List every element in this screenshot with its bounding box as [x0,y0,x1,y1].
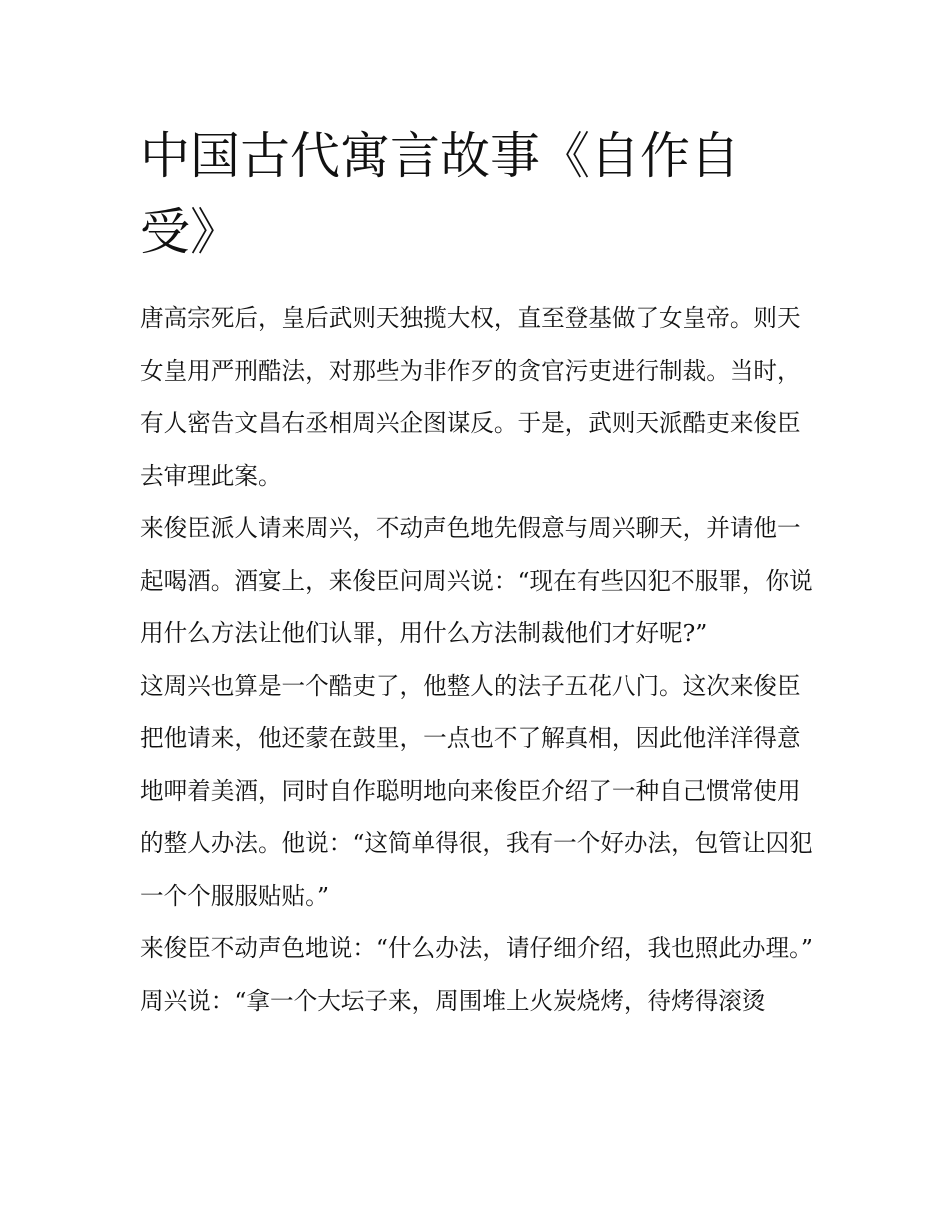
document-title: 中国古代寓言故事《自作自受》 [140,127,740,261]
paragraph-2: 来俊臣派人请来周兴，不动声色地先假意与周兴聊天，并请他一起喝酒。酒宴上，来俊臣问周兴说：“现在有些囚犯不服罪，你说用什么方法让他们认罪，用什么方法制裁他们才好呢?” [140,514,813,647]
document-content [140,118,815,1027]
document-body [140,292,815,1027]
paragraph-1: 唐高宗死后，皇后武则天独揽大权，直至登基做了女皇帝。则天女皇用严刑酷法，对那些为非作歹的贪官污吏进行制裁。当时，有人密告文昌右丞相周兴企图谋反。于是，武则天派酷吏来俊臣去审理此案。 [140,304,801,490]
paragraph-5: 周兴说：“拿一个大坛子来，周围堆上火炭烧烤，待烤得滚烫 [140,986,766,1015]
paragraph-4: 来俊臣不动声色地说：“什么办法，请仔细介绍，我也照此办理。” [140,934,813,962]
paragraph-3: 这周兴也算是一个酷吏了，他整人的法子五花八门。这次来俊臣把他请来，他还蒙在鼓里，一点也不了解真相，因此他洋洋得意地呷着美酒，同时自作聪明地向来俊臣介绍了一种自己惯常使用的整人办法。他说：“这简单得很，我有一个好办法，包管让囚犯一个个服服贴贴。” [140,671,813,910]
